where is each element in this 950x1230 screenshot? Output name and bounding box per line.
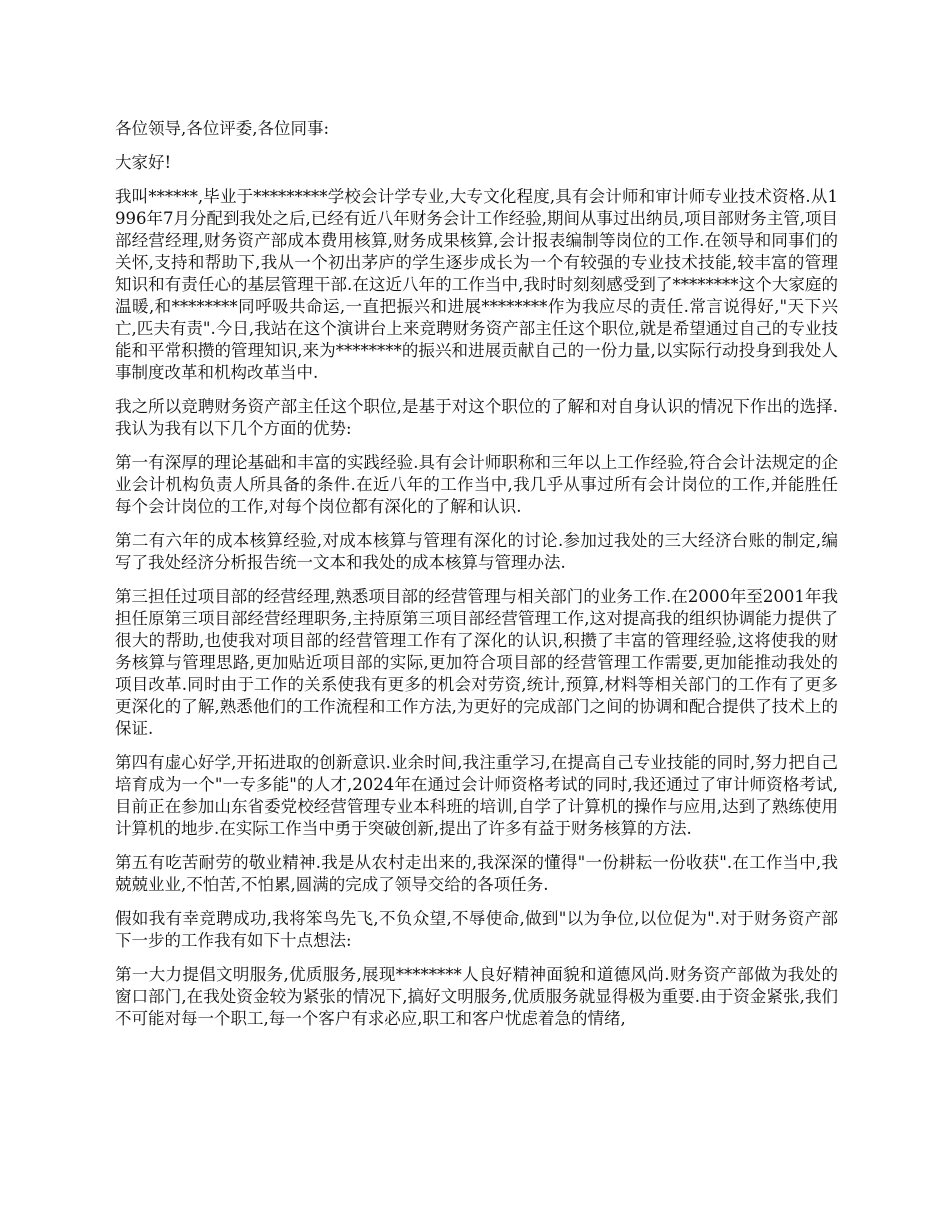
document-page — [115, 118, 838, 1042]
salutation: 各位领导,各位评委,各位同事: — [115, 119, 330, 138]
greeting: 大家好! — [115, 153, 172, 172]
paragraph-advantage-4: 第四有虚心好学,开拓进取的创新意识.业余时间,我注重学习,在提高自己专业技能的同时,努力把自己培育成为一个"一专多能"的人才,2024年在通过会计师资格考试的同时,我还通过了审计师资格考试,目前正在参加山东省委党校经营管理专业本科班的培训,自学了计算机的操作与应用,达到了熟练使用计算机的地步.在实际工作当中勇于突破创新,提出了许多有益于财务核算的方法. — [115, 753, 838, 838]
paragraph-plan-1: 第一大力提倡文明服务,优质服务,展现********人良好精神面貌和道德风尚.财务资产部做为我处的窗口部门,在我处资金较为紧张的情况下,搞好文明服务,优质服务就显得极为重要.由于资金紧张,我们不可能对每一个职工,每一个客户有求必应,职工和客户忧虑着急的情绪, — [115, 965, 838, 1028]
paragraph-reason: 我之所以竞聘财务资产部主任这个职位,是基于对这个职位的了解和对自身认识的情况下作出的选择.我认为我有以下几个方面的优势: — [115, 397, 838, 438]
paragraph-plan-intro: 假如我有幸竞聘成功,我将笨鸟先飞,不负众望,不辱使命,做到"以为争位,以位促为".对于财务资产部下一步的工作我有如下十点想法: — [115, 909, 838, 950]
paragraph-advantage-1: 第一有深厚的理论基础和丰富的实践经验.具有会计师职称和三年以上工作经验,符合会计法规定的企业会计机构负责人所具备的条件.在近八年的工作当中,我几乎从事过所有会计岗位的工作,并能胜任每个会计岗位的工作,对每个岗位都有深化的了解和认识. — [115, 453, 838, 516]
paragraph-introduction: 我叫******,毕业于*********学校会计学专业,大专文化程度,具有会计师和审计师专业技术资格.从1996年7月分配到我处之后,已经有近八年财务会计工作经验,期间从事过出纳员,项目部财务主管,项目部经营经理,财务资产部成本费用核算,财务成果核算,会计报表编制等岗位的工作.在领导和同事们的关怀,支持和帮助下,我从一个初出茅庐的学生逐步成长为一个有较强的专业技术技能,较丰富的管理知识和有责任心的基层管理干部.在这近八年的工作当中,我时时刻刻感受到了********这个大家庭的温暖,和********同呼吸共命运,一直把振兴和进展********作为我应尽的责任.常言说得好,"天下兴亡,匹夫有责".今日,我站在这个演讲台上来竞聘财务资产部主任这个职位,就是希望通过自己的专业技能和平常积攒的管理知识,来为********的振兴和进展贡献自己的一份力量,以实际行动投身到我处人事制度改革和机构改革当中. — [115, 187, 838, 382]
paragraph-advantage-2: 第二有六年的成本核算经验,对成本核算与管理有深化的讨论.参加过我处的三大经济台账的制定,编写了我处经济分析报告统一文本和我处的成本核算与管理办法. — [115, 531, 838, 572]
paragraph-advantage-5: 第五有吃苦耐劳的敬业精神.我是从农村走出来的,我深深的懂得"一份耕耘一份收获".在工作当中,我兢兢业业,不怕苦,不怕累,圆满的完成了领导交给的各项任务. — [115, 853, 838, 894]
paragraph-advantage-3: 第三担任过项目部的经营经理,熟悉项目部的经营管理与相关部门的业务工作.在2000年至2001年我担任原第三项目部经营经理职务,主持原第三项目部经营管理工作,这对提高我的组织协调能力提供了很大的帮助,也使我对项目部的经营管理工作有了深化的认识,积攒了丰富的管理经验,这将使我的财务核算与管理思路,更加贴近项目部的实际,更加符合项目部的经营管理工作需要,更加能推动我处的项目改革.同时由于工作的关系使我有更多的机会对劳资,统计,预算,材料等相关部门的工作有了更多更深化的了解,熟悉他们的工作流程和工作方法,为更好的完成部门之间的协调和配合提供了技术上的保证. — [115, 587, 838, 738]
